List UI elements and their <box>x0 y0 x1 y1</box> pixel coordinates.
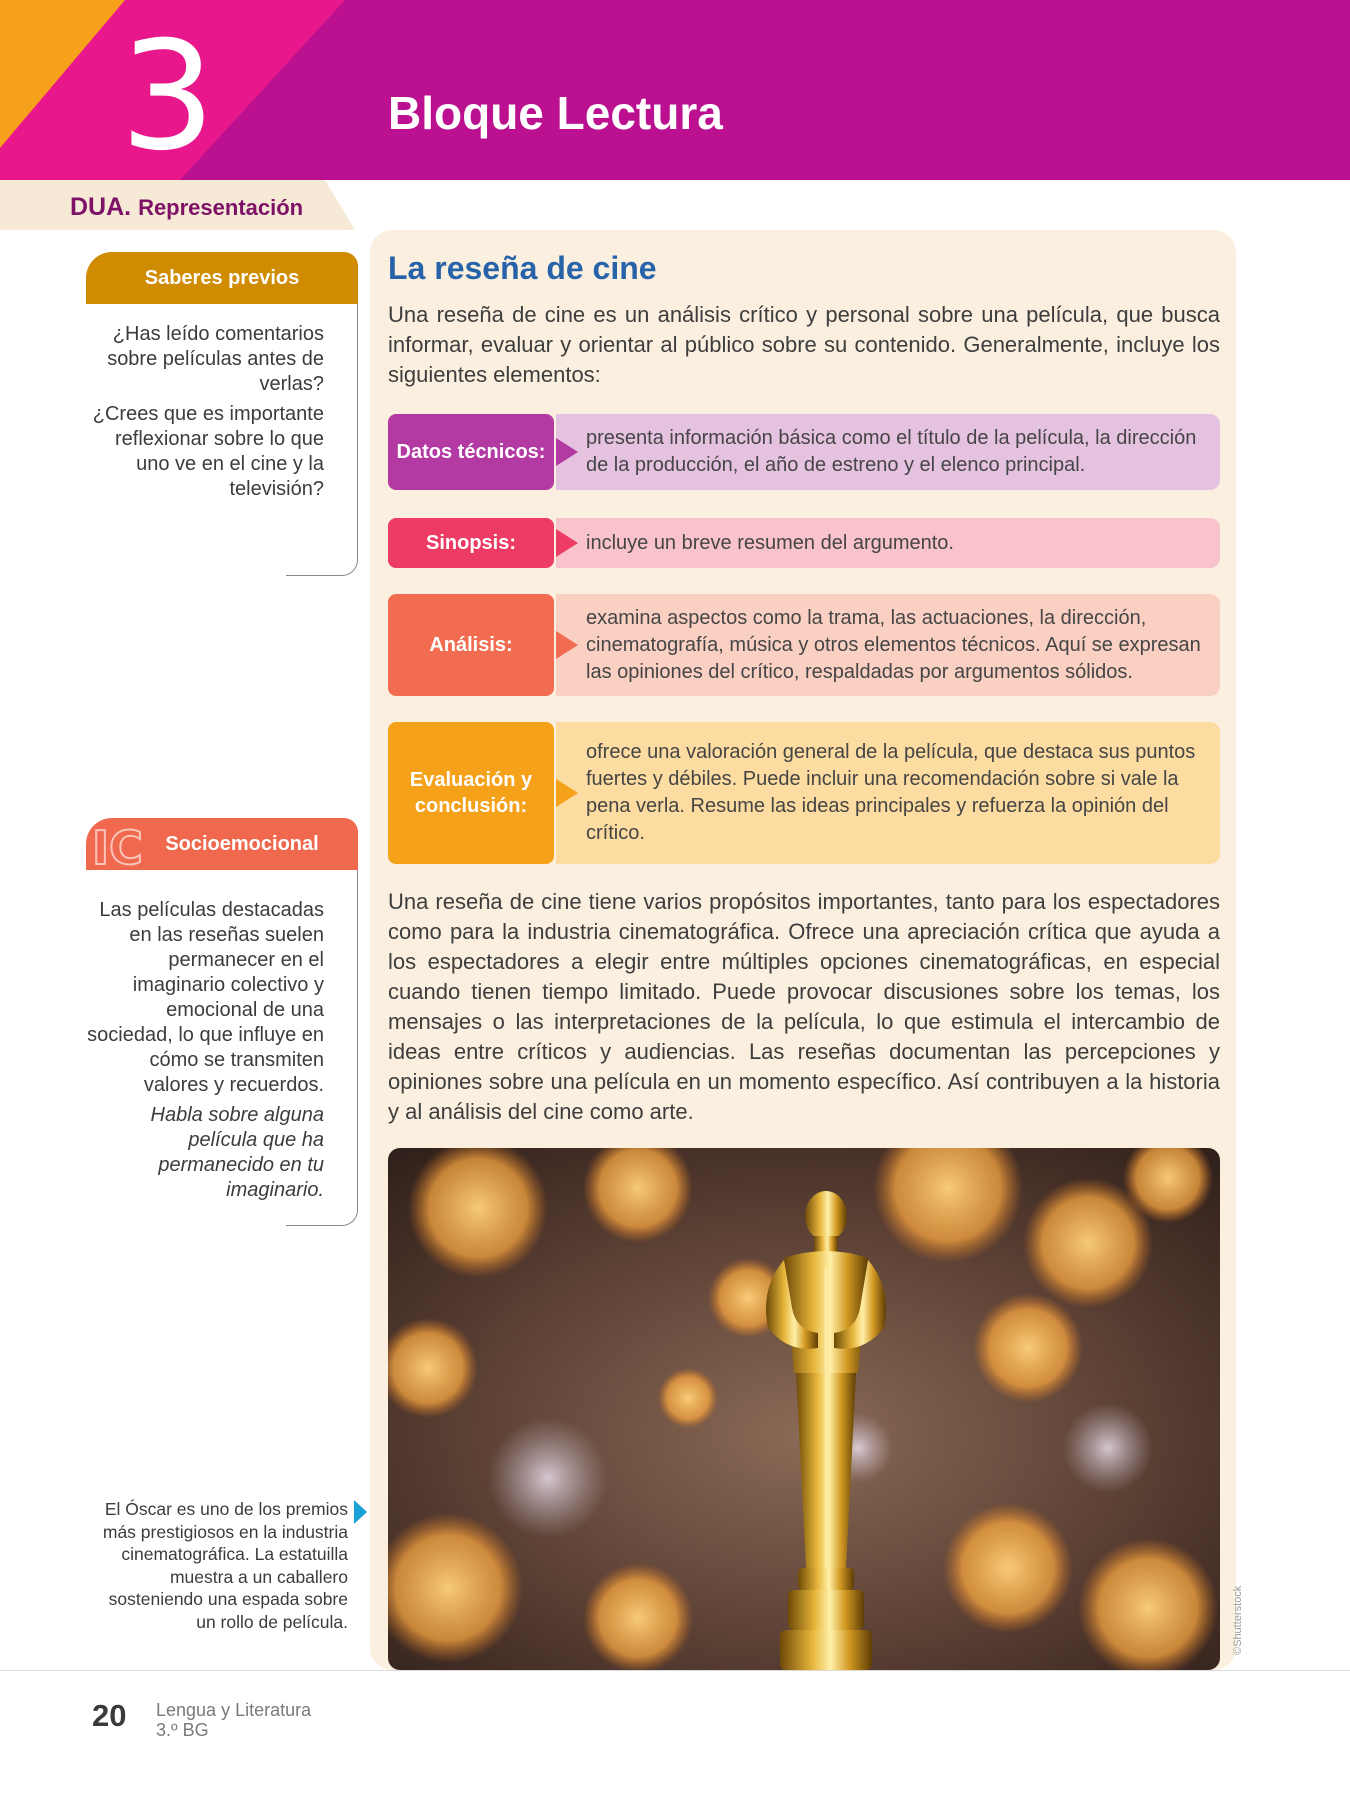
element-label: Datos técnicos: <box>388 414 554 490</box>
caption-pointer-icon <box>354 1500 367 1524</box>
photo-credit: ©Shutterstock <box>1232 1585 1244 1655</box>
arrow-icon <box>556 438 578 466</box>
intro-paragraph: Una reseña de cine es un análisis crítico y personal sobre una película, que busca informar, evaluar y orientar al público sobre su contenido. Generalmente, incluye los siguientes elementos: <box>388 302 1220 387</box>
photo-caption: El Óscar es uno de los premios más prestigiosos en la industria cinematográfica. La estatuilla muestra a un caballero sosteniendo una espada sobre un rollo de película. <box>102 1499 348 1632</box>
page-number: 20 <box>92 1698 127 1733</box>
element-desc: ofrece una valoración general de la película, que destaca sus puntos fuertes y débiles. Puede incluir una recomendación sobre si vale la pena verla. Resume las ideas principales y refuerza la opinión del crítico. <box>556 722 1220 864</box>
dua-acronym: DUA. <box>70 193 132 221</box>
element-desc: presenta información básica como el título de la película, la dirección de la producción, el año de estreno y el elenco principal. <box>556 414 1220 490</box>
dua-sub: Representación <box>138 195 304 220</box>
dua-label <box>70 193 303 222</box>
element-desc: incluye un breve resumen del argumento. <box>556 518 1220 568</box>
element-desc: examina aspectos como la trama, las actuaciones, la dirección, cinematografía, música y otros elementos técnicos. Aquí se expresan las opiniones del crítico, respaldadas por argumentos sólidos. <box>556 594 1220 696</box>
saberes-questions <box>86 322 324 507</box>
element-label: Análisis: <box>388 594 554 696</box>
element-label: Sinopsis: <box>388 518 554 568</box>
subject-info <box>156 1700 311 1740</box>
element-datos-tecnicos <box>388 414 1220 490</box>
element-sinopsis <box>388 518 1220 568</box>
page-title: La reseña de cine <box>388 250 657 286</box>
grade-level: 3.º BG <box>156 1720 209 1740</box>
body-paragraph: Una reseña de cine tiene varios propósitos importantes, tanto para los espectadores como para la industria cinematográfica. Ofrece una apreciación crítica que ayuda a los espectadores a elegir entre múltiples opciones cinematográficas, en especial cuando tienen tiempo limitado. Puede provocar discusiones sobre los temas, los mensajes o las interpretaciones de la película, lo que estimula el intercambio de ideas entre críticos y audiencias. Las reseñas documentan las percepciones y opiniones sobre una película en un momento específico. Así contribuyen a la historia y al análisis del cine como arte. <box>388 889 1220 1124</box>
element-label: Evaluación y conclusión: <box>388 722 554 864</box>
socioemocional-body <box>86 898 324 1208</box>
footer-divider <box>0 1670 1350 1671</box>
ic-logo-icon <box>90 824 154 868</box>
element-evaluacion <box>388 722 1220 864</box>
oscar-statuette-photo <box>388 1148 1220 1670</box>
socioemocional-prompt: Habla sobre alguna película que ha permanecido en tu imaginario. <box>150 1104 324 1201</box>
element-analisis <box>388 594 1220 696</box>
question-1: ¿Has leído comentarios sobre películas antes de verlas? <box>107 323 324 395</box>
arrow-icon <box>556 779 578 807</box>
saberes-previos-title: Saberes previos <box>86 252 358 304</box>
svg-text:IC: IC <box>92 824 143 868</box>
socioemocional-title: Socioemocional <box>86 818 358 870</box>
block-title: Bloque Lectura <box>388 87 723 139</box>
unit-header <box>0 0 1350 180</box>
subject-name: Lengua y Literatura <box>156 1700 312 1720</box>
socioemocional-text: Las películas destacadas en las reseñas suelen permanecer en el imaginario colectivo y emocional de una sociedad, lo que influye en cómo se transmiten valores y recuerdos. <box>87 899 324 1096</box>
question-2: ¿Crees que es importante reflexionar sobre lo que uno ve en el cine y la televisión? <box>92 403 324 500</box>
oscar-image <box>388 1148 1220 1670</box>
arrow-icon <box>556 631 578 659</box>
arrow-icon <box>556 529 578 557</box>
unit-number: 3 <box>120 10 216 180</box>
